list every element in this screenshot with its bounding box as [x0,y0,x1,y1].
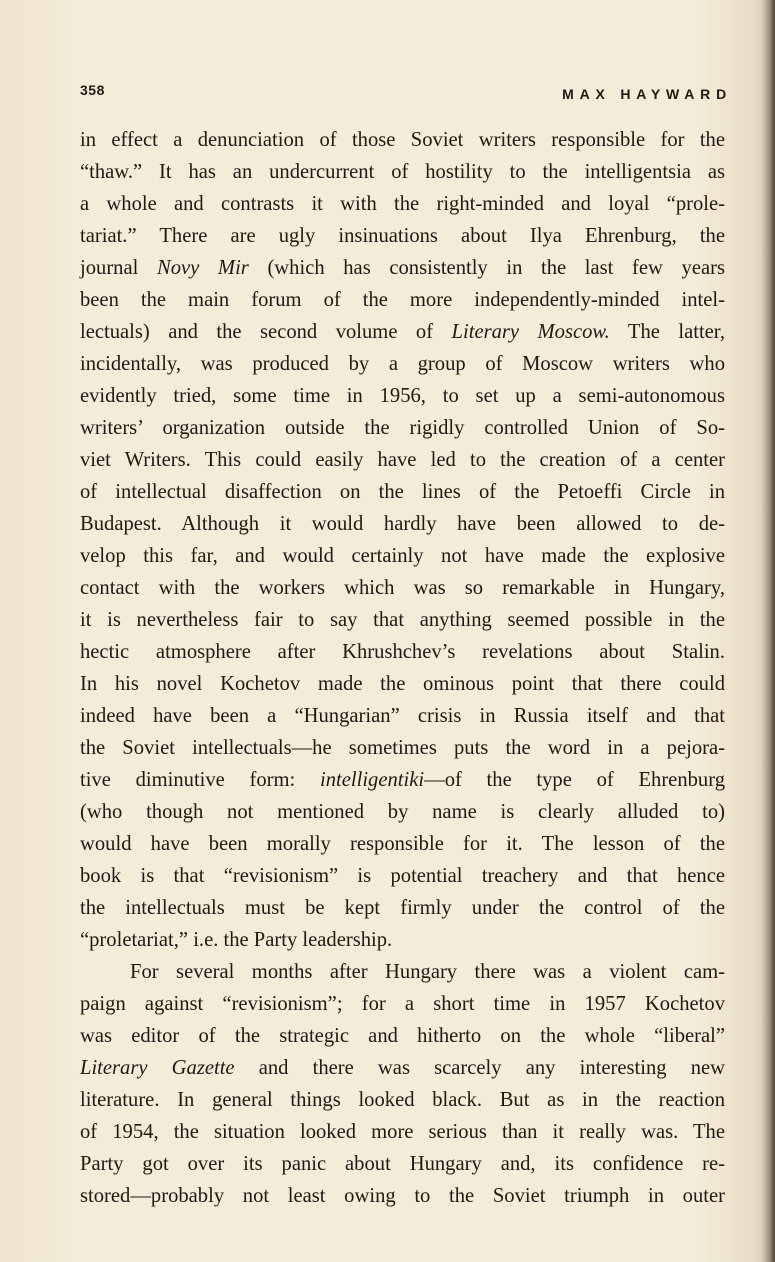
italic-title: Literary Gazette [80,1057,235,1079]
text-line: of intellectual disaffection on the lines of the Petoeffi Circle in [80,481,725,503]
text-line: writers’ organization outside the rigidly controlled Union of So- [80,417,725,439]
text-line: lectuals) and the second volume of Literary Moscow. The latter, [80,321,725,343]
text-line: it is nevertheless fair to say that anything seemed possible in the [80,609,725,631]
text-line: the Soviet intellectuals—he sometimes puts the word in a pejora- [80,737,725,759]
text-line: was editor of the strategic and hitherto on the whole “liberal” [80,1025,725,1047]
text-line: would have been morally responsible for it. The lesson of the [80,833,725,855]
text-line: been the main forum of the more independently-minded intel- [80,289,725,311]
text-line: “proletariat,” i.e. the Party leadership. [80,929,393,951]
text-line: book is that “revisionism” is potential treachery and that hence [80,865,725,887]
text-line: a whole and contrasts it with the right-minded and loyal “prole- [80,193,725,215]
italic-title: Novy Mir [156,257,249,279]
text-line: In his novel Kochetov made the ominous point that there could [80,673,725,695]
text-line: tive diminutive form: intelligentiki—of the type of Ehrenburg [80,769,725,791]
page-header [80,82,732,106]
text-line: incidentally, was produced by a group of Moscow writers who [80,353,725,375]
text-line: indeed have been a “Hungarian” crisis in Russia itself and that [80,705,725,727]
text-line: viet Writers. This could easily have led to the creation of a center [80,449,725,471]
italic-term: intelligentiki [320,769,425,791]
text-line: journal Novy Mir (which has consistently in the last few years [80,257,725,279]
body-text [80,124,725,1212]
text-line: the intellectuals must be kept firmly under the control of the [80,897,725,919]
text-line: in effect a denunciation of those Soviet writers responsible for the [80,129,725,151]
text-line: velop this far, and would certainly not have made the explosive [80,545,725,567]
text-line: literature. In general things looked black. But as in the reaction [80,1089,725,1111]
page-number: 358 [80,82,105,98]
text-line: contact with the workers which was so remarkable in Hungary, [80,577,725,599]
text-line: stored—probably not least owing to the Soviet triumph in outer [80,1185,725,1207]
text-line: paign against “revisionism”; for a short time in 1957 Kochetov [80,993,725,1015]
text-line: (who though not mentioned by name is clearly alluded to) [80,801,725,823]
text-line: tariat.” There are ugly insinuations about Ilya Ehrenburg, the [80,225,725,247]
text-line: of 1954, the situation looked more serious than it really was. The [80,1121,725,1143]
book-spine-shadow [761,0,775,1262]
text-line: Party got over its panic about Hungary and, its confidence re- [80,1153,725,1175]
text-line: For several months after Hungary there was a violent cam- [130,961,725,983]
italic-title: Literary Moscow. [451,321,610,343]
text-line: evidently tried, some time in 1956, to set up a semi-autonomous [80,385,725,407]
running-head: MAX HAYWARD [562,86,732,102]
text-line: “thaw.” It has an undercurrent of hostility to the intelligentsia as [80,161,725,183]
text-line: Budapest. Although it would hardly have been allowed to de- [80,513,725,535]
text-line: hectic atmosphere after Khrushchev’s revelations about Stalin. [80,641,725,663]
text-line: Literary Gazette and there was scarcely any interesting new [80,1057,726,1079]
